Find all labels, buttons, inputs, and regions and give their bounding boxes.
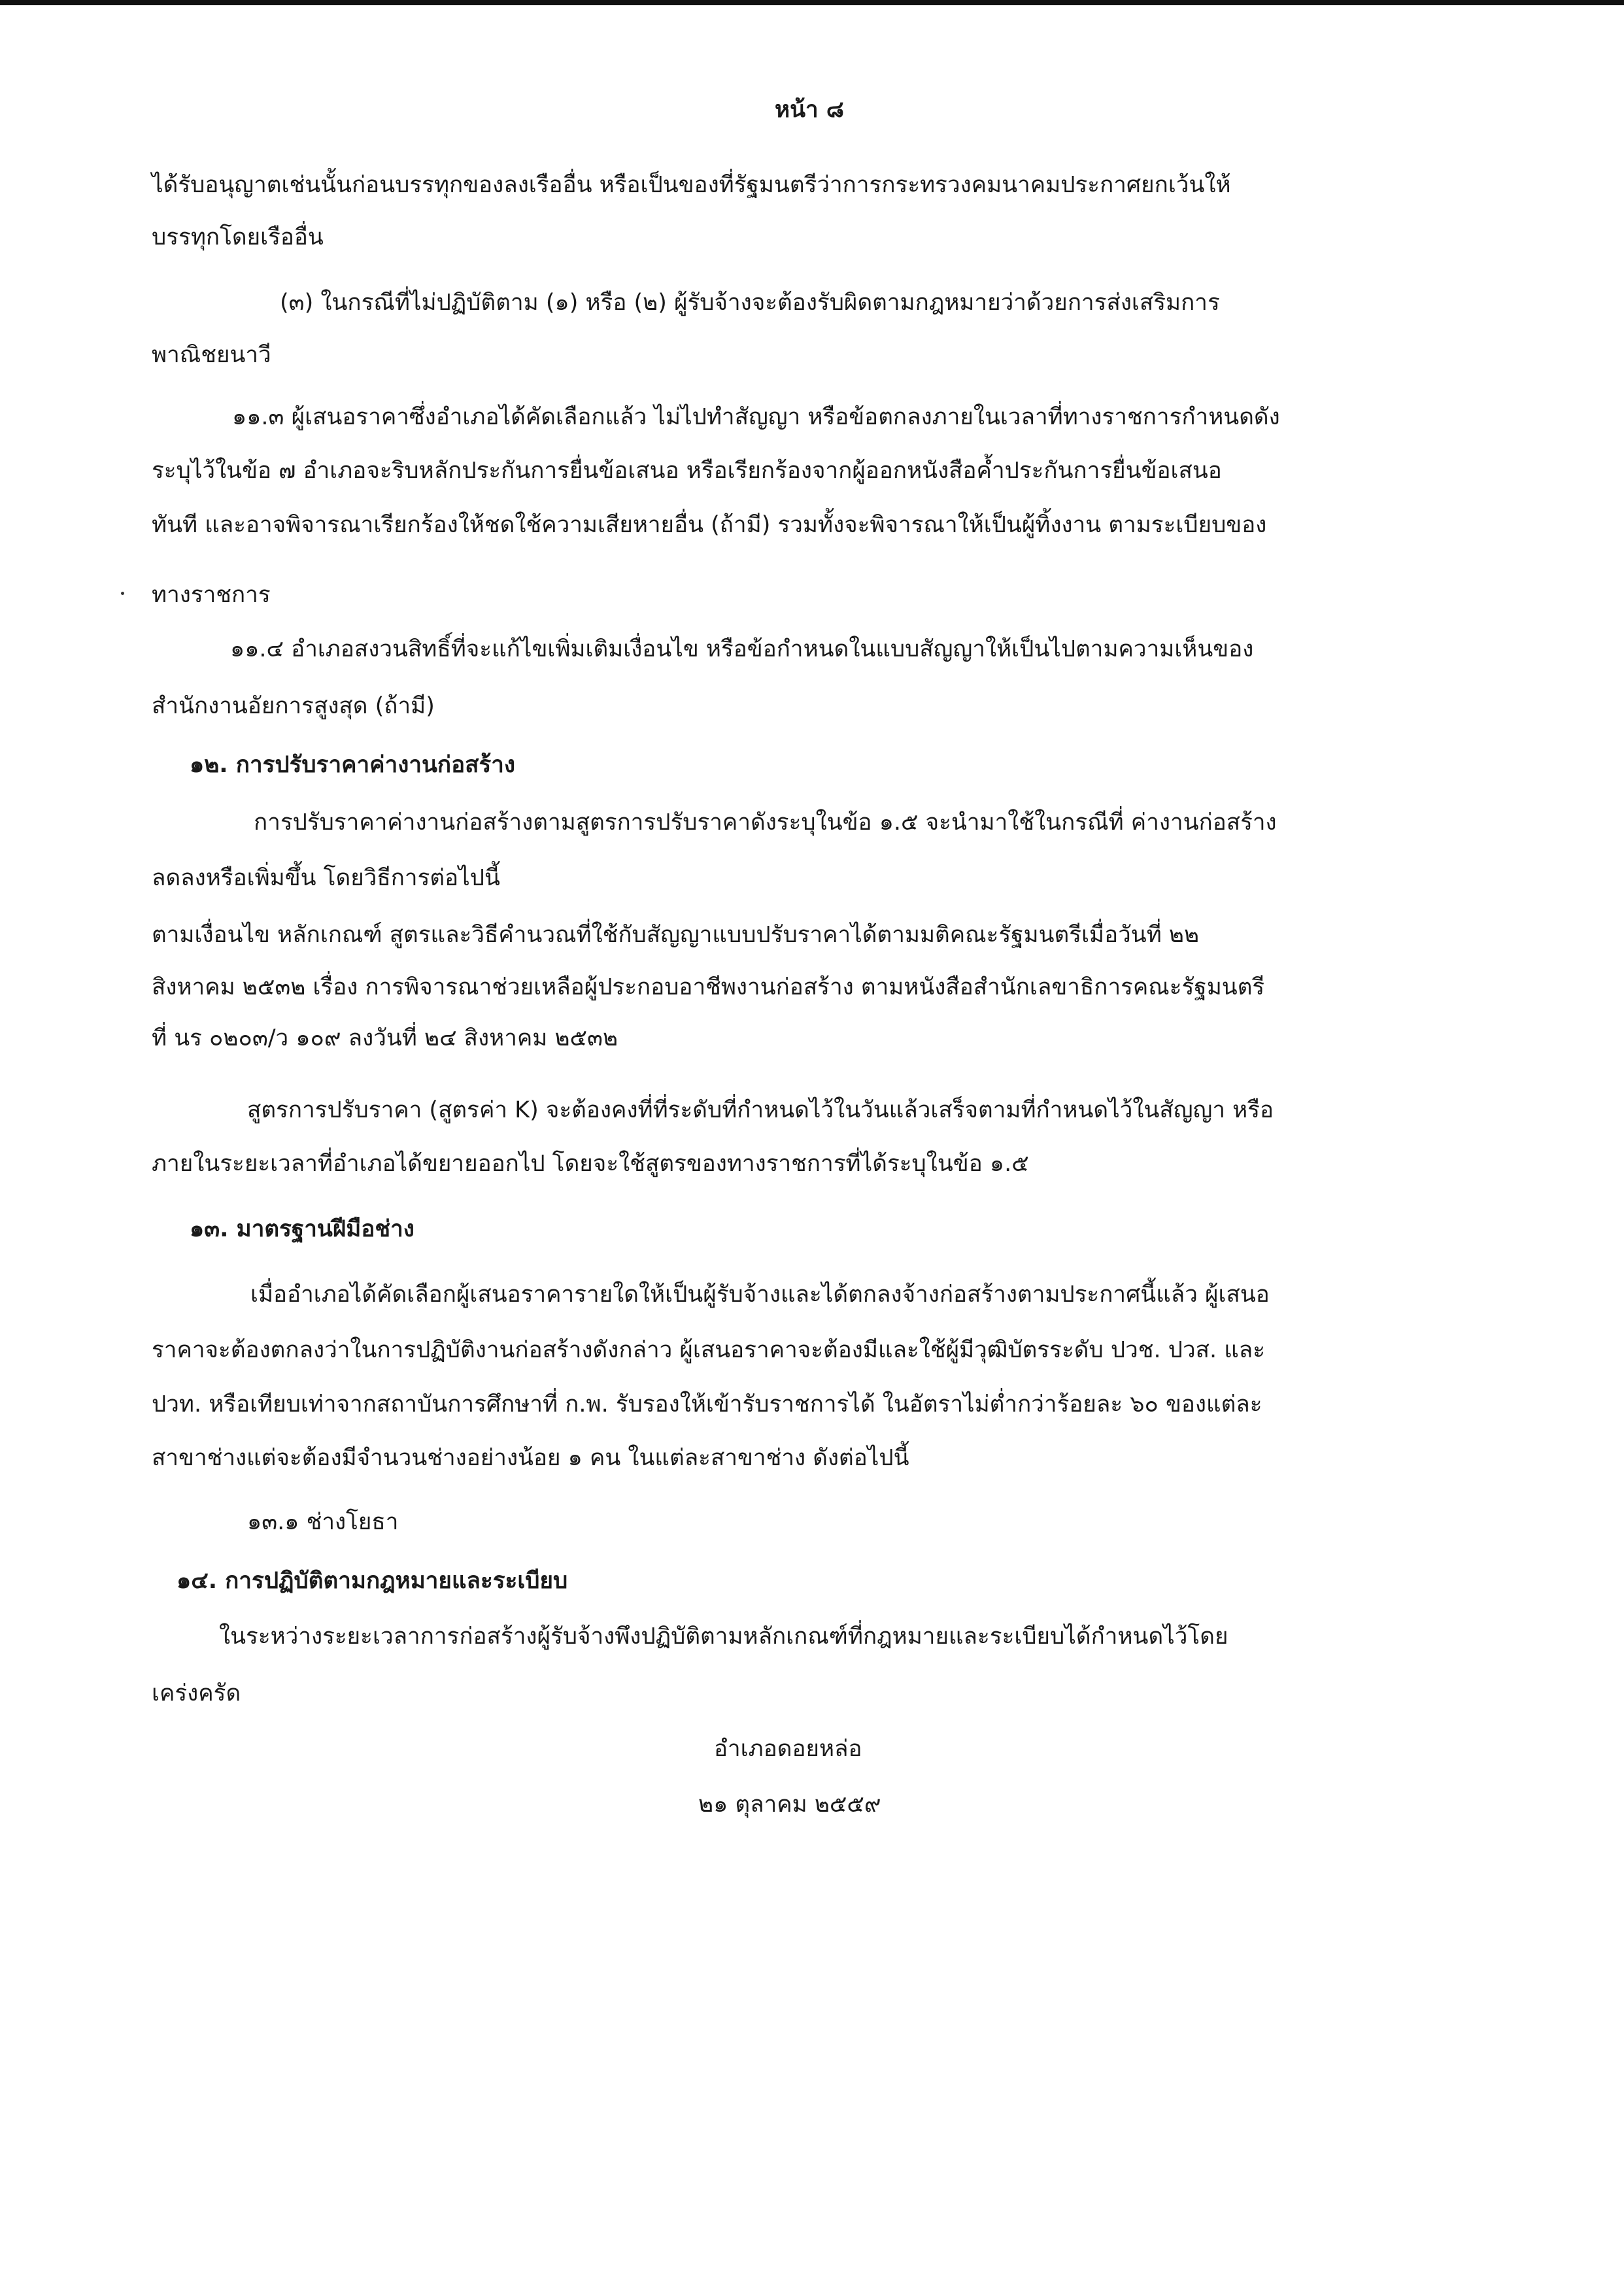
- body-line-13: ลดลงหรือเพิ่มขึ้น โดยวิธีการต่อไปนี้: [152, 865, 500, 891]
- body-line-07: ทันที และอาจพิจารณาเรียกร้องให้ชดใช้ความเสียหายอื่น (ถ้ามี) รวมทั้งจะพิจารณาให้เป็นผู้ทิ้งงาน ตามระเบียบของ: [152, 512, 1267, 538]
- body-line-26: ในระหว่างระยะเวลาการก่อสร้างผู้รับจ้างพึงปฏิบัติตามหลักเกณฑ์ที่กฎหมายและระเบียบได้กำหนดไว้โดย: [219, 1623, 1228, 1650]
- body-line-03: (๓) ในกรณีที่ไม่ปฏิบัติตาม (๑) หรือ (๒) ผู้รับจ้างจะต้องรับผิดตามกฎหมายว่าด้วยการส่งเสริมการ: [280, 290, 1220, 316]
- body-line-16: ที่ นร ๐๒๐๓/ว ๑๐๙ ลงวันที่ ๒๔ สิงหาคม ๒๕๓๒: [152, 1025, 618, 1051]
- body-line-14: ตามเงื่อนไข หลักเกณฑ์ สูตรและวิธีคำนวณที่ใช้กับสัญญาแบบปรับราคาได้ตามมติคณะรัฐมนตรีเมื่อวันที่ ๒๒: [152, 922, 1200, 948]
- body-line-02: บรรทุกโดยเรืออื่น: [152, 224, 324, 250]
- section-14-heading: ๑๔. การปฏิบัติตามกฎหมายและระเบียบ: [177, 1568, 568, 1594]
- page-header: หน้า ๘: [775, 97, 844, 123]
- signature-date: ๒๑ ตุลาคม ๒๕๕๙: [698, 1791, 881, 1818]
- section-13-heading: ๑๓. มาตรฐานฝีมือช่าง: [190, 1216, 414, 1242]
- section-12-heading: ๑๒. การปรับราคาค่างานก่อสร้าง: [190, 752, 516, 778]
- scan-top-border: [0, 0, 1624, 5]
- body-line-17: สูตรการปรับราคา (สูตรค่า K) จะต้องคงที่ที่ระดับที่กำหนดไว้ในวันแล้วเสร็จตามที่กำหนดไว้ในสัญญา หรือ: [247, 1097, 1274, 1123]
- body-line-10: สำนักงานอัยการสูงสุด (ถ้ามี): [152, 693, 435, 719]
- body-line-23: สาขาช่างแต่จะต้องมีจำนวนช่างอย่างน้อย ๑ คน ในแต่ละสาขาช่าง ดังต่อไปนี้: [152, 1445, 909, 1471]
- scan-speck: [121, 592, 124, 595]
- body-line-09: ๑๑.๔ อำเภอสงวนสิทธิ์ที่จะแก้ไขเพิ่มเติมเงื่อนไข หรือข้อกำหนดในแบบสัญญาให้เป็นไปตามความเห็นของ: [230, 636, 1254, 662]
- body-line-12: การปรับราคาค่างานก่อสร้างตามสูตรการปรับราคาดังระบุในข้อ ๑.๕ จะนำมาใช้ในกรณีที่ ค่างานก่อสร้าง: [254, 809, 1277, 836]
- body-line-21: ราคาจะต้องตกลงว่าในการปฏิบัติงานก่อสร้างดังกล่าว ผู้เสนอราคาจะต้องมีและใช้ผู้มีวุฒิบัตรระดับ ปวช. ปวส. และ: [152, 1337, 1266, 1363]
- body-line-15: สิงหาคม ๒๕๓๒ เรื่อง การพิจารณาช่วยเหลือผู้ประกอบอาชีพงานก่อสร้าง ตามหนังสือสำนักเลขาธิการคณะรัฐมนตรี: [152, 974, 1265, 1000]
- body-line-22: ปวท. หรือเทียบเท่าจากสถาบันการศึกษาที่ ก.พ. รับรองให้เข้ารับราชการได้ ในอัตราไม่ต่ำกว่าร้อยละ ๖๐ ของแต่ละ: [152, 1391, 1262, 1417]
- body-line-24: ๑๓.๑ ช่างโยธา: [247, 1509, 399, 1535]
- body-line-20: เมื่ออำเภอได้คัดเลือกผู้เสนอราคารายใดให้เป็นผู้รับจ้างและได้ตกลงจ้างก่อสร้างตามประกาศนี้แล้ว ผู้เสนอ: [250, 1281, 1270, 1308]
- signature-office: อำเภอดอยหล่อ: [714, 1736, 862, 1762]
- body-line-18: ภายในระยะเวลาที่อำเภอได้ขยายออกไป โดยจะใช้สูตรของทางราชการที่ได้ระบุในข้อ ๑.๕: [152, 1151, 1029, 1177]
- body-line-04: พาณิชยนาวี: [152, 342, 271, 368]
- body-line-27: เคร่งครัด: [152, 1680, 241, 1706]
- body-line-05: ๑๑.๓ ผู้เสนอราคาซึ่งอำเภอได้คัดเลือกแล้ว ไม่ไปทำสัญญา หรือข้อตกลงภายในเวลาที่ทางราชการกำหนดดัง: [232, 404, 1280, 430]
- body-line-06: ระบุไว้ในข้อ ๗ อำเภอจะริบหลักประกันการยื่นข้อเสนอ หรือเรียกร้องจากผู้ออกหนังสือค้ำประกันการยื่นข้อเสนอ: [152, 458, 1222, 484]
- body-line-08: ทางราชการ: [152, 582, 271, 608]
- body-line-01: ได้รับอนุญาตเช่นนั้นก่อนบรรทุกของลงเรืออื่น หรือเป็นของที่รัฐมนตรีว่าการกระทรวงคมนาคมประกาศยกเว้นให้: [152, 172, 1231, 198]
